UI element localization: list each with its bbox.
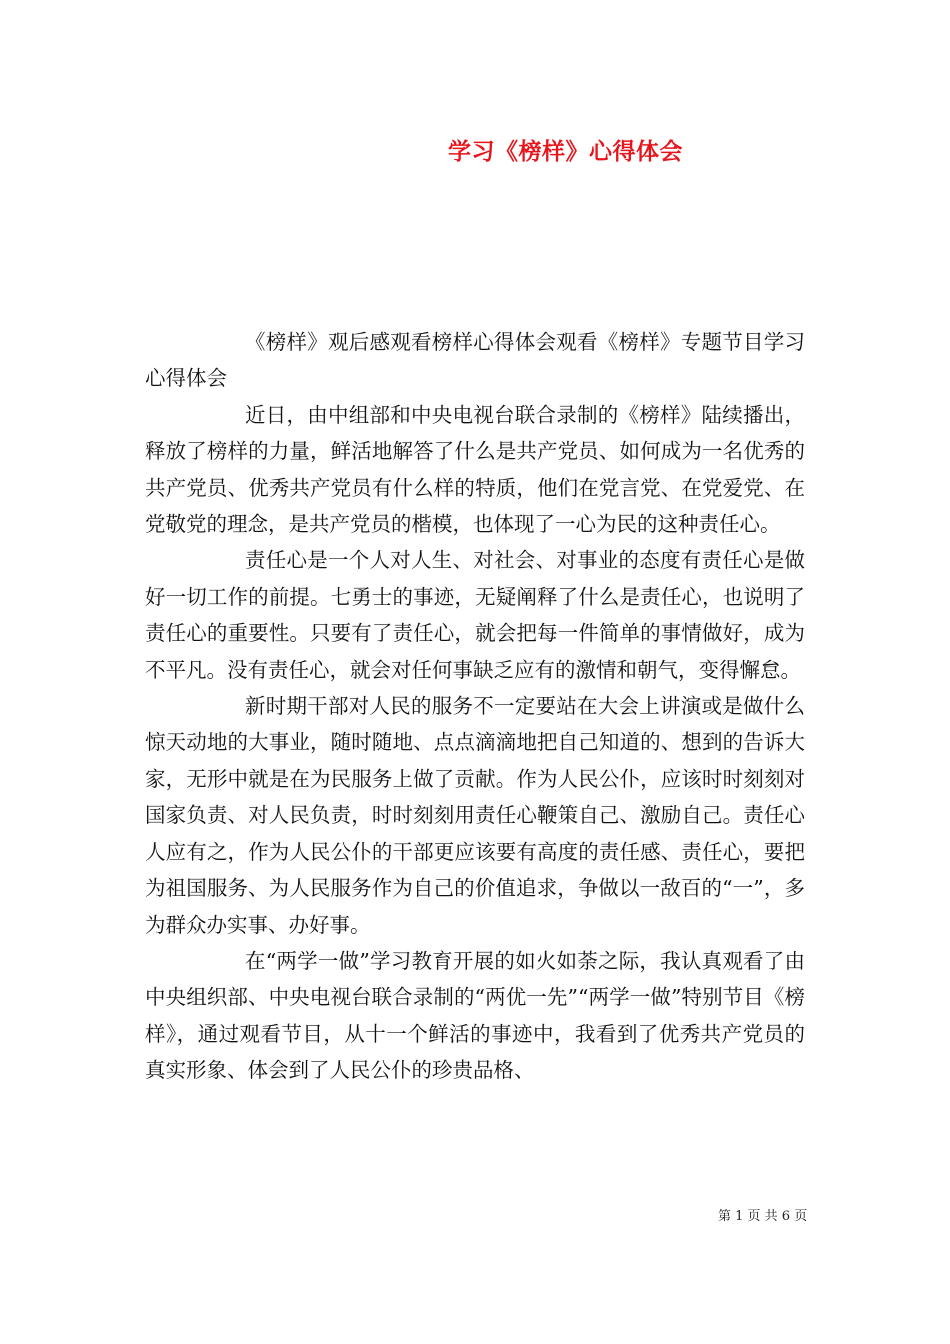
document-title: 学习《榜样》心得体会 <box>448 138 683 165</box>
page-number: 第 1 页 共 6 页 <box>718 1209 808 1224</box>
paragraph: 新时期干部对人民的服务不一定要站在大会上讲演或是做什么惊天动地的大事业，随时随地、点点滴滴地把自己知道的、想到的告诉大家，无形中就是在为民服务上做了贡献。作为人民公仆，应该时时刻刻对国家负责、对人民负责，时时刻刻用责任心鞭策自己、激励自己。责任心人应有之，作为人民公仆的干部更应该要有高度的责任感、责任心，要把为祖国服务、为人民服务作为自己的价值追求，争做以一敌百的“一”，多为群众办实事、办好事。 <box>145 694 805 937</box>
paragraph: 责任心是一个人对人生、对社会、对事业的态度有责任心是做好一切工作的前提。七勇士的事迹，无疑阐释了什么是责任心，也说明了责任心的重要性。只要有了责任心，就会把每一件简单的事情做好，成为不平凡。没有责任心，就会对任何事缺乏应有的激情和朝气，变得懈怠。 <box>145 548 805 682</box>
document-body <box>145 324 805 1089</box>
paragraph: 在“两学一做”学习教育开展的如火如荼之际，我认真观看了由中央组织部、中央电视台联合录制的“两优一先”“两学一做”特别节目《榜样》，通过观看节目，从十一个鲜活的事迹中，我看到了优秀共产党员的真实形象、体会到了人民公仆的珍贵品格、 <box>145 948 805 1083</box>
paragraph: 近日，由中组部和中央电视台联合录制的《榜样》陆续播出，释放了榜样的力量，鲜活地解答了什么是共产党员、如何成为一名优秀的共产党员、优秀共产党员有什么样的特质，他们在党言党、在党爱党、在党敬党的理念，是共产党员的楷模，也体现了一心为民的这种责任心。 <box>145 402 805 537</box>
paragraph: 《榜样》观后感观看榜样心得体会观看《榜样》专题节目学习心得体会 <box>145 330 805 391</box>
